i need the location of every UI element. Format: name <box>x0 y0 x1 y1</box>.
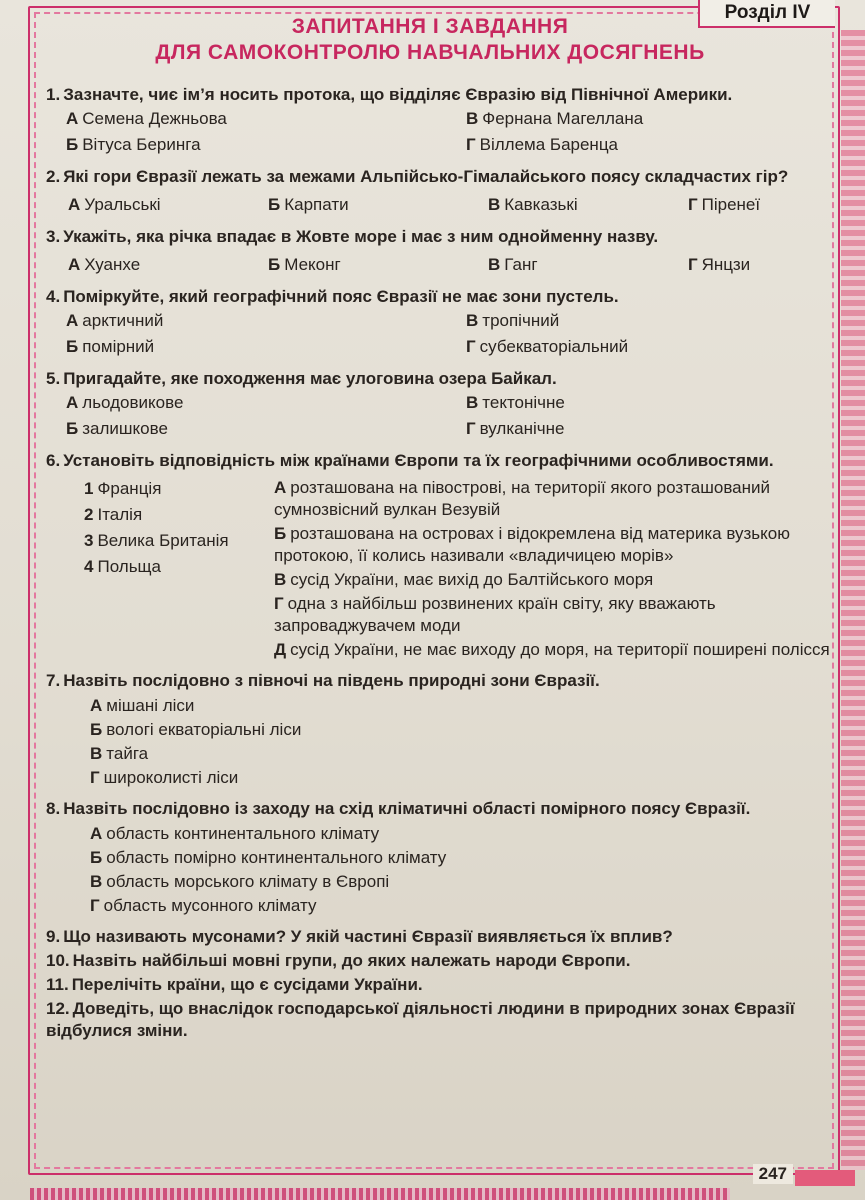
country-item: 2 Італія <box>84 505 143 524</box>
question-9: 9. Що називають мусонами? У якій частині Євразії виявляється їх вплив? <box>46 927 673 946</box>
page-number: 247 <box>753 1164 793 1184</box>
option: Б Вітуса Беринга <box>66 135 201 154</box>
feature-item: А розташована на півострові, на території якого розташований сумнозвісний вулкан Везувій <box>274 478 771 519</box>
option: Г субекваторіальний <box>466 337 629 356</box>
question-text: Пригадайте, яке походження має улоговина озера Байкал. <box>63 369 557 388</box>
option: Г Віллема Баренца <box>466 135 619 154</box>
option: В Кавказькі <box>488 195 578 214</box>
title-line-2: ДЛЯ САМОКОНТРОЛЮ НАВЧАЛЬНИХ ДОСЯГНЕНЬ <box>155 41 705 64</box>
option: Г Піренеї <box>688 195 761 214</box>
question-7-options <box>46 694 826 790</box>
question-1: 1. Зазначте, чиє ім’я носить протока, що відділяє Євразію від Північної Америки. <box>46 85 733 104</box>
question-text: Назвіть послідовно з півночі на південь природні зони Євразії. <box>63 671 600 690</box>
option: В тайга <box>90 744 149 763</box>
questions-list <box>46 76 830 1042</box>
option: Б вологі екваторіальні ліси <box>90 720 302 739</box>
option: А Уральські <box>68 195 161 214</box>
question-1-options <box>46 106 826 158</box>
option: Г широколисті ліси <box>90 768 239 787</box>
option: В Ганг <box>488 255 538 274</box>
question-7: 7. Назвіть послідовно з півночі на південь природні зони Євразії. <box>46 671 600 690</box>
countries-column <box>84 476 274 662</box>
question-text: Поміркуйте, який географічний пояс Євразії не має зони пустель. <box>63 287 619 306</box>
question-11: 11. Перелічіть країни, що є сусідами України. <box>46 975 423 994</box>
question-text: Назвіть найбільші мовні групи, до яких належать народи Європи. <box>72 951 631 970</box>
question-6: 6. Установіть відповідність між країнами Європи та їх географічними особливостями. <box>46 451 774 470</box>
question-8: 8. Назвіть послідовно із заходу на схід кліматичні області помірного поясу Євразії. <box>46 799 751 818</box>
question-3-options <box>46 252 826 278</box>
option: В Фернана Магеллана <box>466 109 644 128</box>
option: А арктичний <box>66 311 164 330</box>
features-column <box>274 476 834 662</box>
page-title <box>150 14 710 66</box>
option: А мішані ліси <box>90 696 195 715</box>
option: Б залишкове <box>66 419 168 438</box>
option: А льодовикове <box>66 393 184 412</box>
option: Г вулканічне <box>466 419 565 438</box>
question-text: Перелічіть країни, що є сусідами України. <box>71 975 423 994</box>
question-3: 3. Укажіть, яка річка впадає в Жовте море і має з ним однойменну назву. <box>46 227 659 246</box>
country-item: 3 Велика Британія <box>84 531 229 550</box>
option: А область континентального клімату <box>90 824 380 843</box>
question-text: Назвіть послідовно із заходу на схід кліматичні області помірного поясу Євразії. <box>63 799 751 818</box>
option: В тропічний <box>466 311 560 330</box>
question-5-options <box>46 390 826 442</box>
question-text: Які гори Євразії лежать за межами Альпійсько-Гімалайського поясу складчастих гір? <box>63 167 789 186</box>
option: А Семена Дежньова <box>66 109 227 128</box>
question-text: Укажіть, яка річка впадає в Жовте море і має з ним однойменну назву. <box>63 227 659 246</box>
option: Б Меконг <box>268 255 341 274</box>
question-text: Доведіть, що внаслідок господарської діяльності людини в природних зонах Євразії відбулися зміни. <box>46 999 795 1040</box>
section-label: Розділ IV <box>698 0 835 28</box>
feature-item: Д сусід України, не має виходу до моря, на території поширені полісся <box>274 640 830 659</box>
option: Б помірний <box>66 337 155 356</box>
title-line-1: ЗАПИТАННЯ І ЗАВДАННЯ <box>291 15 569 38</box>
option: Б Карпати <box>268 195 349 214</box>
option: А Хуанхе <box>68 255 141 274</box>
option: Г область мусонного клімату <box>90 896 317 915</box>
feature-item: Б розташована на островах і відокремлена від материка вузькою протокою, її колись називали «владичицею морів» <box>274 524 790 565</box>
decorative-bottom-stripe <box>30 1188 730 1200</box>
question-2-options <box>46 192 826 218</box>
decorative-page-bar <box>795 1170 855 1186</box>
question-5: 5. Пригадайте, яке походження має улоговина озера Байкал. <box>46 369 557 388</box>
question-4-options <box>46 308 826 360</box>
question-text: Що називають мусонами? У якій частині Євразії виявляється їх вплив? <box>63 927 673 946</box>
option: В тектонічне <box>466 393 565 412</box>
question-4: 4. Поміркуйте, який географічний пояс Євразії не має зони пустель. <box>46 287 619 306</box>
option: В область морського клімату в Європі <box>90 872 390 891</box>
question-text: Зазначте, чиє ім’я носить протока, що відділяє Євразію від Північної Америки. <box>63 85 733 104</box>
option: Б область помірно континентального клімату <box>90 848 447 867</box>
question-8-options <box>46 822 826 918</box>
question-6-matching <box>46 476 830 662</box>
country-item: 1 Франція <box>84 479 162 498</box>
option: Г Янцзи <box>688 255 751 274</box>
country-item: 4 Польща <box>84 557 161 576</box>
question-text: Установіть відповідність між країнами Європи та їх географічними особливостями. <box>63 451 774 470</box>
question-2: 2. Які гори Євразії лежать за межами Альпійсько-Гімалайського поясу складчастих гір? <box>46 167 789 186</box>
question-10: 10. Назвіть найбільші мовні групи, до яких належать народи Європи. <box>46 951 631 970</box>
question-12: 12. Доведіть, що внаслідок господарської діяльності людини в природних зонах Євразії відбулися зміни. <box>46 999 795 1040</box>
feature-item: В сусід України, має вихід до Балтійського моря <box>274 570 654 589</box>
feature-item: Г одна з найбільш розвинених країн світу, яку вважають запроваджувачем моди <box>274 594 716 635</box>
